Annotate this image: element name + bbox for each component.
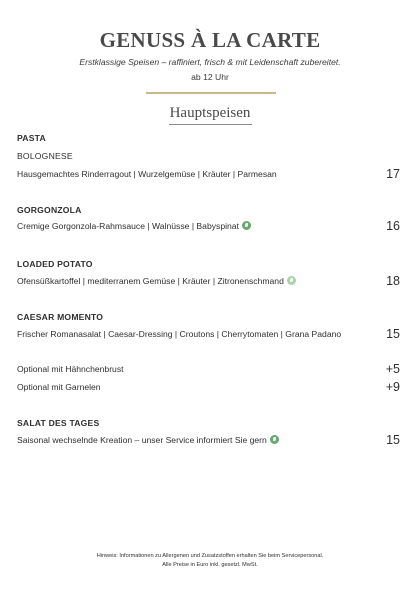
- category-pasta: PASTA: [17, 133, 46, 143]
- menu-subtitle: Erstklassige Speisen – raffiniert, frisch & mit Leidenschaft zubereitet.: [79, 57, 341, 67]
- leaf-icon: [287, 276, 296, 285]
- option-row-shrimp: [17, 380, 400, 394]
- leaf-icon: [242, 221, 251, 230]
- option-price: +5: [385, 362, 400, 376]
- option-price: +9: [385, 380, 400, 394]
- option-label: Optional mit Hähnchenbrust: [17, 364, 124, 374]
- gold-divider: [146, 92, 276, 94]
- dish-price: 18: [386, 274, 400, 288]
- dish-price: 15: [386, 327, 400, 341]
- dish-description: Frischer Romanasalat | Caesar-Dressing | Croutons | Cherrytomaten | Grana Padano: [17, 329, 342, 339]
- category-salat: SALAT DES TAGES: [17, 418, 100, 428]
- dish-price: 15: [386, 433, 400, 447]
- section-underline: [169, 124, 252, 125]
- dish-description: Cremige Gorgonzola-Rahmsauce | Walnüsse | Babyspinat: [17, 221, 239, 231]
- dish-name-gorgonzola: GORGONZOLA: [17, 205, 82, 215]
- footer-note: [0, 552, 420, 569]
- dish-name-caesar-momento: CAESAR MOMENTO: [17, 312, 104, 322]
- dish-description: Hausgemachtes Rinderragout | Wurzelgemüse | Kräuter | Parmesan: [17, 169, 277, 179]
- option-row-chicken: [17, 362, 400, 376]
- dish-row-loaded-potato: [17, 274, 400, 288]
- footer-allergen-note: Hinweis: Informationen zu Allergenen und Zusatzstoffen erhalten Sie beim Servicepersonal.: [96, 553, 324, 559]
- dish-name-bolognese: BOLOGNESE: [17, 151, 73, 161]
- dish-price: 17: [386, 167, 400, 181]
- dish-row-caesar-momento: [17, 327, 400, 341]
- dish-description: Saisonal wechselnde Kreation – unser Service informiert Sie gern: [17, 435, 267, 445]
- menu-title: GENUSS À LA CARTE: [99, 28, 321, 52]
- dish-price: 16: [386, 219, 400, 233]
- dish-description: Ofensüßkartoffel | mediterranem Gemüse | Kräuter | Zitronenschmand: [17, 276, 284, 286]
- dish-row-gorgonzola: [17, 219, 400, 233]
- option-label: Optional mit Garnelen: [17, 382, 101, 392]
- dish-row-salat: [17, 433, 400, 447]
- opening-hours: ab 12 Uhr: [191, 72, 229, 82]
- dish-name-loaded-potato: LOADED POTATO: [17, 259, 93, 269]
- footer-price-note: Alle Preise in Euro inkl. gesetzl. MwSt.: [162, 561, 258, 568]
- leaf-icon: [270, 435, 279, 444]
- dish-row-bolognese: [17, 167, 400, 181]
- section-title: Hauptspeisen: [169, 105, 251, 121]
